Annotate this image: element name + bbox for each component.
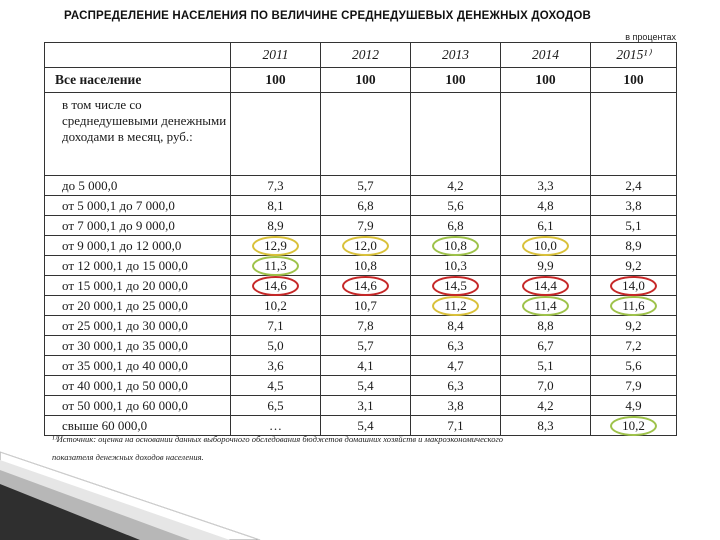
share-value: 7,1 bbox=[447, 417, 464, 433]
highlighted-share-value: 12,0 bbox=[348, 238, 383, 254]
table-row bbox=[45, 256, 677, 276]
units-label: в процентах bbox=[625, 32, 676, 42]
source-line: ¹⁾Источник: оценка на основании данных выборочного обследования бюджетов домашних хозяйств и макроэкономического bbox=[52, 434, 504, 444]
share-value: 6,8 bbox=[357, 197, 374, 213]
total-value: 100 bbox=[321, 68, 411, 93]
share-value: 7,2 bbox=[625, 337, 642, 353]
share-cell bbox=[591, 376, 677, 396]
highlighted-share-value: 14,0 bbox=[616, 278, 651, 294]
income-distribution-table bbox=[44, 42, 677, 436]
total-value: 100 bbox=[411, 68, 501, 93]
income-range-label: от 30 000,1 до 35 000,0 bbox=[45, 336, 231, 356]
share-value: 5,1 bbox=[537, 357, 554, 373]
table-row bbox=[45, 276, 677, 296]
share-cell bbox=[231, 196, 321, 216]
share-cell bbox=[321, 196, 411, 216]
share-cell bbox=[501, 336, 591, 356]
total-value: 100 bbox=[501, 68, 591, 93]
share-cell bbox=[411, 236, 501, 256]
total-label: Все население bbox=[45, 68, 231, 93]
year-header: 2015¹⁾ bbox=[591, 43, 677, 68]
source-line: показателя денежных доходов населения. bbox=[52, 452, 204, 462]
note-label: в том числе со среднедушевыми денежными доходами в месяц, руб.: bbox=[45, 93, 231, 176]
income-range-label: от 15 000,1 до 20 000,0 bbox=[45, 276, 231, 296]
income-range-label: от 35 000,1 до 40 000,0 bbox=[45, 356, 231, 376]
share-value: 5,7 bbox=[357, 177, 374, 193]
share-value: 6,7 bbox=[537, 337, 554, 353]
share-value: 3,3 bbox=[537, 177, 554, 193]
share-value: 10,7 bbox=[354, 297, 377, 313]
share-cell bbox=[231, 276, 321, 296]
table-row bbox=[45, 236, 677, 256]
share-value: 5,6 bbox=[625, 357, 642, 373]
share-cell bbox=[501, 296, 591, 316]
share-value: 9,2 bbox=[625, 317, 642, 333]
share-value: 4,2 bbox=[447, 177, 464, 193]
slide-corner-decoration bbox=[0, 440, 720, 540]
share-value: 7,9 bbox=[357, 217, 374, 233]
year-header: 2012 bbox=[321, 43, 411, 68]
share-cell bbox=[231, 356, 321, 376]
table-row bbox=[45, 296, 677, 316]
year-header: 2014 bbox=[501, 43, 591, 68]
highlighted-share-value: 10,2 bbox=[616, 418, 651, 434]
table-row bbox=[45, 196, 677, 216]
income-range-label: от 5 000,1 до 7 000,0 bbox=[45, 196, 231, 216]
share-value: 6,3 bbox=[447, 337, 464, 353]
share-cell bbox=[501, 316, 591, 336]
share-cell bbox=[591, 396, 677, 416]
share-cell bbox=[321, 276, 411, 296]
year-header-row bbox=[45, 43, 677, 68]
highlighted-share-value: 11,3 bbox=[258, 258, 292, 274]
share-cell bbox=[411, 316, 501, 336]
share-value: 9,2 bbox=[625, 257, 642, 273]
share-cell bbox=[321, 396, 411, 416]
share-value: 3,6 bbox=[267, 357, 284, 373]
share-value: 8,9 bbox=[625, 237, 642, 253]
share-value: 6,1 bbox=[537, 217, 554, 233]
table-row bbox=[45, 216, 677, 236]
highlighted-share-value: 10,8 bbox=[438, 238, 473, 254]
share-value: 5,7 bbox=[357, 337, 374, 353]
share-cell bbox=[501, 196, 591, 216]
share-cell bbox=[321, 296, 411, 316]
share-value: 4,1 bbox=[357, 357, 374, 373]
income-range-label: от 50 000,1 до 60 000,0 bbox=[45, 396, 231, 416]
highlighted-share-value: 11,2 bbox=[438, 298, 472, 314]
table-row bbox=[45, 316, 677, 336]
highlighted-share-value: 14,6 bbox=[258, 278, 293, 294]
share-cell bbox=[591, 216, 677, 236]
total-value: 100 bbox=[591, 68, 677, 93]
table-row bbox=[45, 176, 677, 196]
share-value: 4,9 bbox=[625, 397, 642, 413]
share-value: 8,9 bbox=[267, 217, 284, 233]
share-value: 8,3 bbox=[537, 417, 554, 433]
share-cell bbox=[501, 216, 591, 236]
share-cell bbox=[231, 396, 321, 416]
share-cell bbox=[591, 256, 677, 276]
share-cell bbox=[321, 176, 411, 196]
share-cell bbox=[411, 276, 501, 296]
income-range-label: до 5 000,0 bbox=[45, 176, 231, 196]
share-cell bbox=[231, 216, 321, 236]
income-range-label: свыше 60 000,0 bbox=[45, 416, 231, 436]
year-header: 2013 bbox=[411, 43, 501, 68]
note-row bbox=[45, 93, 677, 176]
income-range-label: от 9 000,1 до 12 000,0 bbox=[45, 236, 231, 256]
share-cell bbox=[591, 356, 677, 376]
share-value: 5,1 bbox=[625, 217, 642, 233]
share-value: 7,9 bbox=[625, 377, 642, 393]
total-value: 100 bbox=[231, 68, 321, 93]
share-value: 5,0 bbox=[267, 337, 284, 353]
share-cell bbox=[411, 376, 501, 396]
share-cell bbox=[591, 276, 677, 296]
share-cell bbox=[501, 376, 591, 396]
page-title: РАСПРЕДЕЛЕНИЕ НАСЕЛЕНИЯ ПО ВЕЛИЧИНЕ СРЕДНЕДУШЕВЫХ ДЕНЕЖНЫХ ДОХОДОВ bbox=[64, 10, 592, 22]
highlighted-share-value: 10,0 bbox=[528, 238, 563, 254]
share-cell bbox=[501, 176, 591, 196]
share-value: 6,3 bbox=[447, 377, 464, 393]
share-cell bbox=[411, 176, 501, 196]
share-cell bbox=[501, 356, 591, 376]
share-cell bbox=[321, 336, 411, 356]
share-cell bbox=[231, 236, 321, 256]
share-value: 3,1 bbox=[357, 397, 374, 413]
share-cell bbox=[231, 376, 321, 396]
share-value: 10,3 bbox=[444, 257, 467, 273]
share-cell bbox=[501, 256, 591, 276]
income-range-label: от 40 000,1 до 50 000,0 bbox=[45, 376, 231, 396]
share-value: 6,5 bbox=[267, 397, 284, 413]
share-cell bbox=[501, 276, 591, 296]
share-cell bbox=[411, 256, 501, 276]
share-value: 5,6 bbox=[447, 197, 464, 213]
share-cell bbox=[321, 356, 411, 376]
share-cell bbox=[231, 336, 321, 356]
income-range-label: от 20 000,1 до 25 000,0 bbox=[45, 296, 231, 316]
highlighted-share-value: 11,4 bbox=[528, 298, 562, 314]
share-cell bbox=[411, 356, 501, 376]
income-range-label: от 7 000,1 до 9 000,0 bbox=[45, 216, 231, 236]
share-cell bbox=[321, 236, 411, 256]
table-row bbox=[45, 336, 677, 356]
share-value: 4,7 bbox=[447, 357, 464, 373]
share-cell bbox=[321, 376, 411, 396]
table-row bbox=[45, 376, 677, 396]
share-value: 5,4 bbox=[357, 377, 374, 393]
share-value: 10,2 bbox=[264, 297, 287, 313]
share-cell bbox=[321, 216, 411, 236]
income-range-label: от 12 000,1 до 15 000,0 bbox=[45, 256, 231, 276]
share-cell bbox=[321, 256, 411, 276]
share-cell bbox=[501, 236, 591, 256]
highlighted-share-value: 14,5 bbox=[438, 278, 473, 294]
share-value: 10,8 bbox=[354, 257, 377, 273]
share-cell bbox=[411, 216, 501, 236]
share-value: 8,4 bbox=[447, 317, 464, 333]
share-value: 4,8 bbox=[537, 197, 554, 213]
total-row bbox=[45, 68, 677, 93]
share-cell bbox=[231, 176, 321, 196]
income-range-label: от 25 000,1 до 30 000,0 bbox=[45, 316, 231, 336]
share-cell bbox=[591, 316, 677, 336]
share-cell bbox=[501, 396, 591, 416]
corner-cell bbox=[45, 43, 231, 68]
share-value: … bbox=[269, 417, 282, 433]
share-value: 4,5 bbox=[267, 377, 284, 393]
share-cell bbox=[411, 396, 501, 416]
share-cell bbox=[411, 336, 501, 356]
share-cell bbox=[591, 236, 677, 256]
share-cell bbox=[231, 296, 321, 316]
share-value: 5,4 bbox=[357, 417, 374, 433]
share-cell bbox=[321, 316, 411, 336]
share-value: 8,1 bbox=[267, 197, 284, 213]
share-value: 4,2 bbox=[537, 397, 554, 413]
share-value: 7,8 bbox=[357, 317, 374, 333]
table-row bbox=[45, 396, 677, 416]
share-value: 7,1 bbox=[267, 317, 284, 333]
share-cell bbox=[411, 196, 501, 216]
share-value: 7,0 bbox=[537, 377, 554, 393]
share-cell bbox=[591, 196, 677, 216]
share-cell bbox=[591, 296, 677, 316]
share-cell bbox=[591, 336, 677, 356]
share-value: 6,8 bbox=[447, 217, 464, 233]
highlighted-share-value: 11,6 bbox=[616, 298, 650, 314]
share-cell bbox=[411, 296, 501, 316]
share-value: 9,9 bbox=[537, 257, 554, 273]
share-cell bbox=[591, 176, 677, 196]
share-cell bbox=[231, 316, 321, 336]
share-value: 8,8 bbox=[537, 317, 554, 333]
share-cell bbox=[231, 256, 321, 276]
highlighted-share-value: 12,9 bbox=[258, 238, 293, 254]
share-value: 2,4 bbox=[625, 177, 642, 193]
share-value: 3,8 bbox=[447, 397, 464, 413]
table-row bbox=[45, 356, 677, 376]
share-value: 7,3 bbox=[267, 177, 284, 193]
year-header: 2011 bbox=[231, 43, 321, 68]
highlighted-share-value: 14,6 bbox=[348, 278, 383, 294]
share-value: 3,8 bbox=[625, 197, 642, 213]
highlighted-share-value: 14,4 bbox=[528, 278, 563, 294]
